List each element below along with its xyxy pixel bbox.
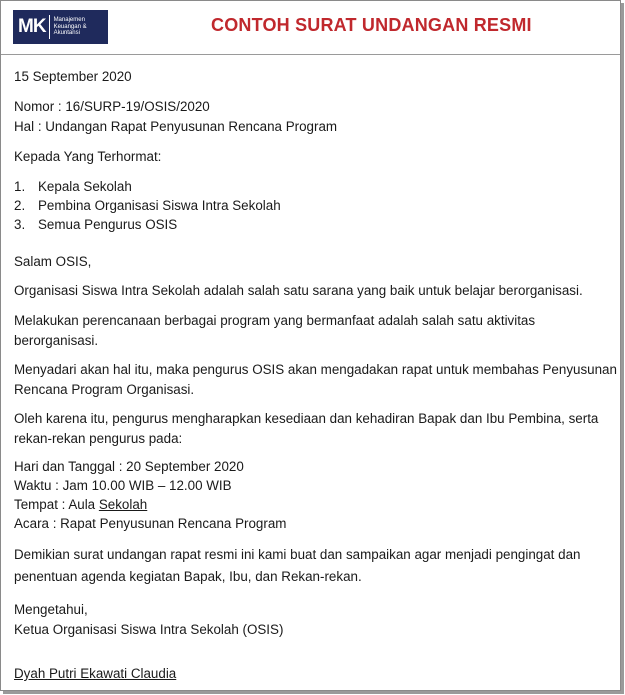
page-title: CONTOH SURAT UNDANGAN RESMI <box>211 15 532 35</box>
recipient-item <box>14 217 178 233</box>
letter-date: 15 September 2020 <box>14 69 132 84</box>
letter-number: Nomor : 16/SURP-19/OSIS/2020 <box>14 99 210 114</box>
event-place-link[interactable]: Sekolah <box>98 497 148 512</box>
recipient-name: Pembina Organisasi Siswa Intra Sekolah <box>38 198 281 213</box>
recipient-heading: Kepada Yang Terhormat: <box>14 149 162 164</box>
letter-header <box>1 1 620 54</box>
greeting: Salam OSIS, <box>14 254 92 269</box>
paragraph-2-line-1: Melakukan perencanaan berbagai program yang bermanfaat adalah salah satu aktivitas <box>14 313 536 328</box>
paragraph-5-line-1: Demikian surat undangan rapat resmi ini kami buat dan sampaikan agar menjadi pengingat dan <box>14 547 581 562</box>
recipient-name: Kepala Sekolah <box>38 179 132 194</box>
acknowledgement: Mengetahui, <box>14 602 88 617</box>
recipient-name: Semua Pengurus OSIS <box>38 217 178 232</box>
event-place-label: Tempat : Aula <box>14 497 99 512</box>
mk-logo <box>13 10 108 44</box>
recipient-number: 3. <box>14 217 26 232</box>
recipient-number: 2. <box>14 198 26 213</box>
signer-title: Ketua Organisasi Siswa Intra Sekolah (OSIS) <box>14 622 284 637</box>
logo-divider <box>49 15 50 39</box>
paragraph-1: Organisasi Siswa Intra Sekolah adalah salah satu sarana yang baik untuk belajar berorganisasi. <box>14 283 583 298</box>
event-date: Hari dan Tanggal : 20 September 2020 <box>14 459 244 474</box>
paragraph-4-line-2: rekan-rekan pengurus pada: <box>14 431 183 446</box>
event-place <box>14 497 147 513</box>
recipient-number: 1. <box>14 179 26 194</box>
header-divider <box>1 54 620 55</box>
event-time: Waktu : Jam 10.00 WIB – 12.00 WIB <box>14 478 232 493</box>
letter-subject: Hal : Undangan Rapat Penyusunan Rencana Program <box>14 119 338 134</box>
logo-initials: MK <box>18 16 46 37</box>
paragraph-5-line-2: penentuan agenda kegiatan Bapak, Ibu, dan Rekan-rekan. <box>14 569 362 584</box>
recipient-item <box>14 198 281 214</box>
recipient-item <box>14 179 132 195</box>
signer-name: Dyah Putri Ekawati Claudia <box>14 666 177 681</box>
paragraph-3-line-2: Rencana Program Organisasi. <box>14 382 195 397</box>
event-agenda: Acara : Rapat Penyusunan Rencana Program <box>14 516 287 531</box>
paragraph-3-line-1: Menyadari akan hal itu, maka pengurus OSIS akan mengadakan rapat untuk membahas Penyusunan <box>14 362 617 377</box>
paragraph-4-line-1: Oleh karena itu, pengurus mengharapkan kesediaan dan kehadiran Bapak dan Ibu Pembina, serta <box>14 411 599 426</box>
logo-text: Manajemen Keuangan & Akuntansi <box>53 17 87 37</box>
paragraph-2-line-2: berorganisasi. <box>14 333 99 348</box>
